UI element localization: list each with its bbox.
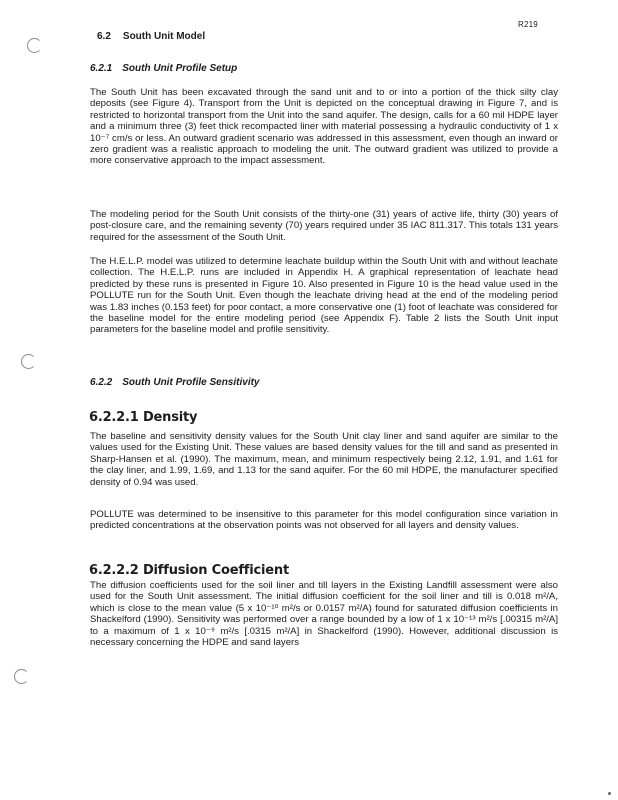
binder-hole-bottom [14, 669, 29, 684]
paragraph-modeling-period: The modeling period for the South Unit consists of the thirty-one (31) years of active life, thirty (30) years of post-closure care, and the remaining seventy (70) years required under 35 IAC 811.317. This totals 131 years required for the assessment of the South Unit. [90, 209, 558, 243]
binder-hole-middle [21, 354, 36, 369]
paragraph-diffusion-values: The diffusion coefficients used for the soil liner and till layers in the Existing Landfill assessment were also used for the South Unit assessment. The initial diffusion coefficient for the soil liner and till is 0.018 m²/A, which is close to the mean value (5 x 10⁻¹⁰ m²/s or 0.0157 m²/A) found for saturated diffusion coefficients in Shackelford (1990). Sensitivity was performed over a range bounded by a low of 1 x 10⁻¹³ m²/s [.00315 m²/A] to a maximum of 1 x 10⁻⁹ m²/s [.0315 m²/A] in Shackelford (1990). However, additional discussion is necessary concerning the HDPE and sand layers [90, 580, 558, 649]
subsection-number: 6.2.2 [90, 377, 113, 388]
binder-hole-top [27, 38, 42, 53]
page-id: R219 [518, 20, 538, 29]
paragraph-density-values: The baseline and sensitivity density values for the South Unit clay liner and sand aquifer are similar to the values used for the Existing Unit. These values are based density values for the till and sand as presented in Sharp-Hansen et al. (1990). The maximum, mean, and minimum respectively being 2.12, 1.91, and 1.61 for the clay liner, and 1.99, 1.69, and 1.13 for the sand aquifer. For the 60 mil HDPE, the manufacturer specified density of 0.94 was used. [90, 431, 558, 488]
subsection-number: 6.2.1 [90, 63, 113, 74]
section-heading [97, 31, 205, 42]
heading-title: Diffusion Coefficient [142, 563, 289, 578]
subsection-title: South Unit Profile Setup [122, 63, 238, 74]
section-title: South Unit Model [122, 31, 206, 42]
subsection-title: South Unit Profile Sensitivity [122, 377, 260, 388]
heading-title: Density [142, 410, 198, 425]
section-number: 6.2 [97, 31, 111, 42]
heading-number: 6.2.2.2 [89, 563, 139, 578]
heading-density [89, 410, 197, 425]
paragraph-unit-design: The South Unit has been excavated through the sand unit and to or into a portion of the thick silty clay deposits (see Figure 4). Transport from the Unit is depicted on the conceptual drawing in Figure 7, and is restricted to horizontal transport from the Unit into the sand aquifer. The design, calls for a 60 mil HDPE layer and a minimum three (3) feet thick recompacted liner with material possessing a hydraulic conductivity of 1 x 10⁻⁷ cm/s or less. An outward gradient scenario was addressed in this assessment, even though an inward or zero gradient was a realistic approach to modeling the unit. The outward gradient was utilized to provide a more conservative approach to the impact assessment. [90, 87, 558, 167]
scan-speck [608, 792, 611, 795]
heading-diffusion-coefficient [89, 563, 289, 578]
paragraph-pollute-insensitive: POLLUTE was determined to be insensitive to this parameter for this model configuration since variation in predicted concentrations at the observation points was not observed for all layers and density values. [90, 509, 558, 532]
subsection-heading-profile-sensitivity [90, 377, 260, 388]
subsection-heading-profile-setup [90, 63, 237, 74]
heading-number: 6.2.2.1 [89, 410, 139, 425]
paragraph-help-model: The H.E.L.P. model was utilized to determine leachate buildup within the South Unit with and without leachate collection. The H.E.L.P. runs are included in Appendix H. A graphical representation of leachate head predicted by these runs is presented in Figure 10. Also presented in Figure 10 is the head value used in the POLLUTE run for the South Unit. Even though the leachate driving head at the end of the modeling period was 1.83 inches (0.153 feet) for poor contact, a more conservative one (1) foot of leachate was considered for the baseline model for the entire modeling period (see Appendix F). Table 2 lists the South Unit input parameters for the baseline model and profile sensitivity. [90, 256, 558, 336]
